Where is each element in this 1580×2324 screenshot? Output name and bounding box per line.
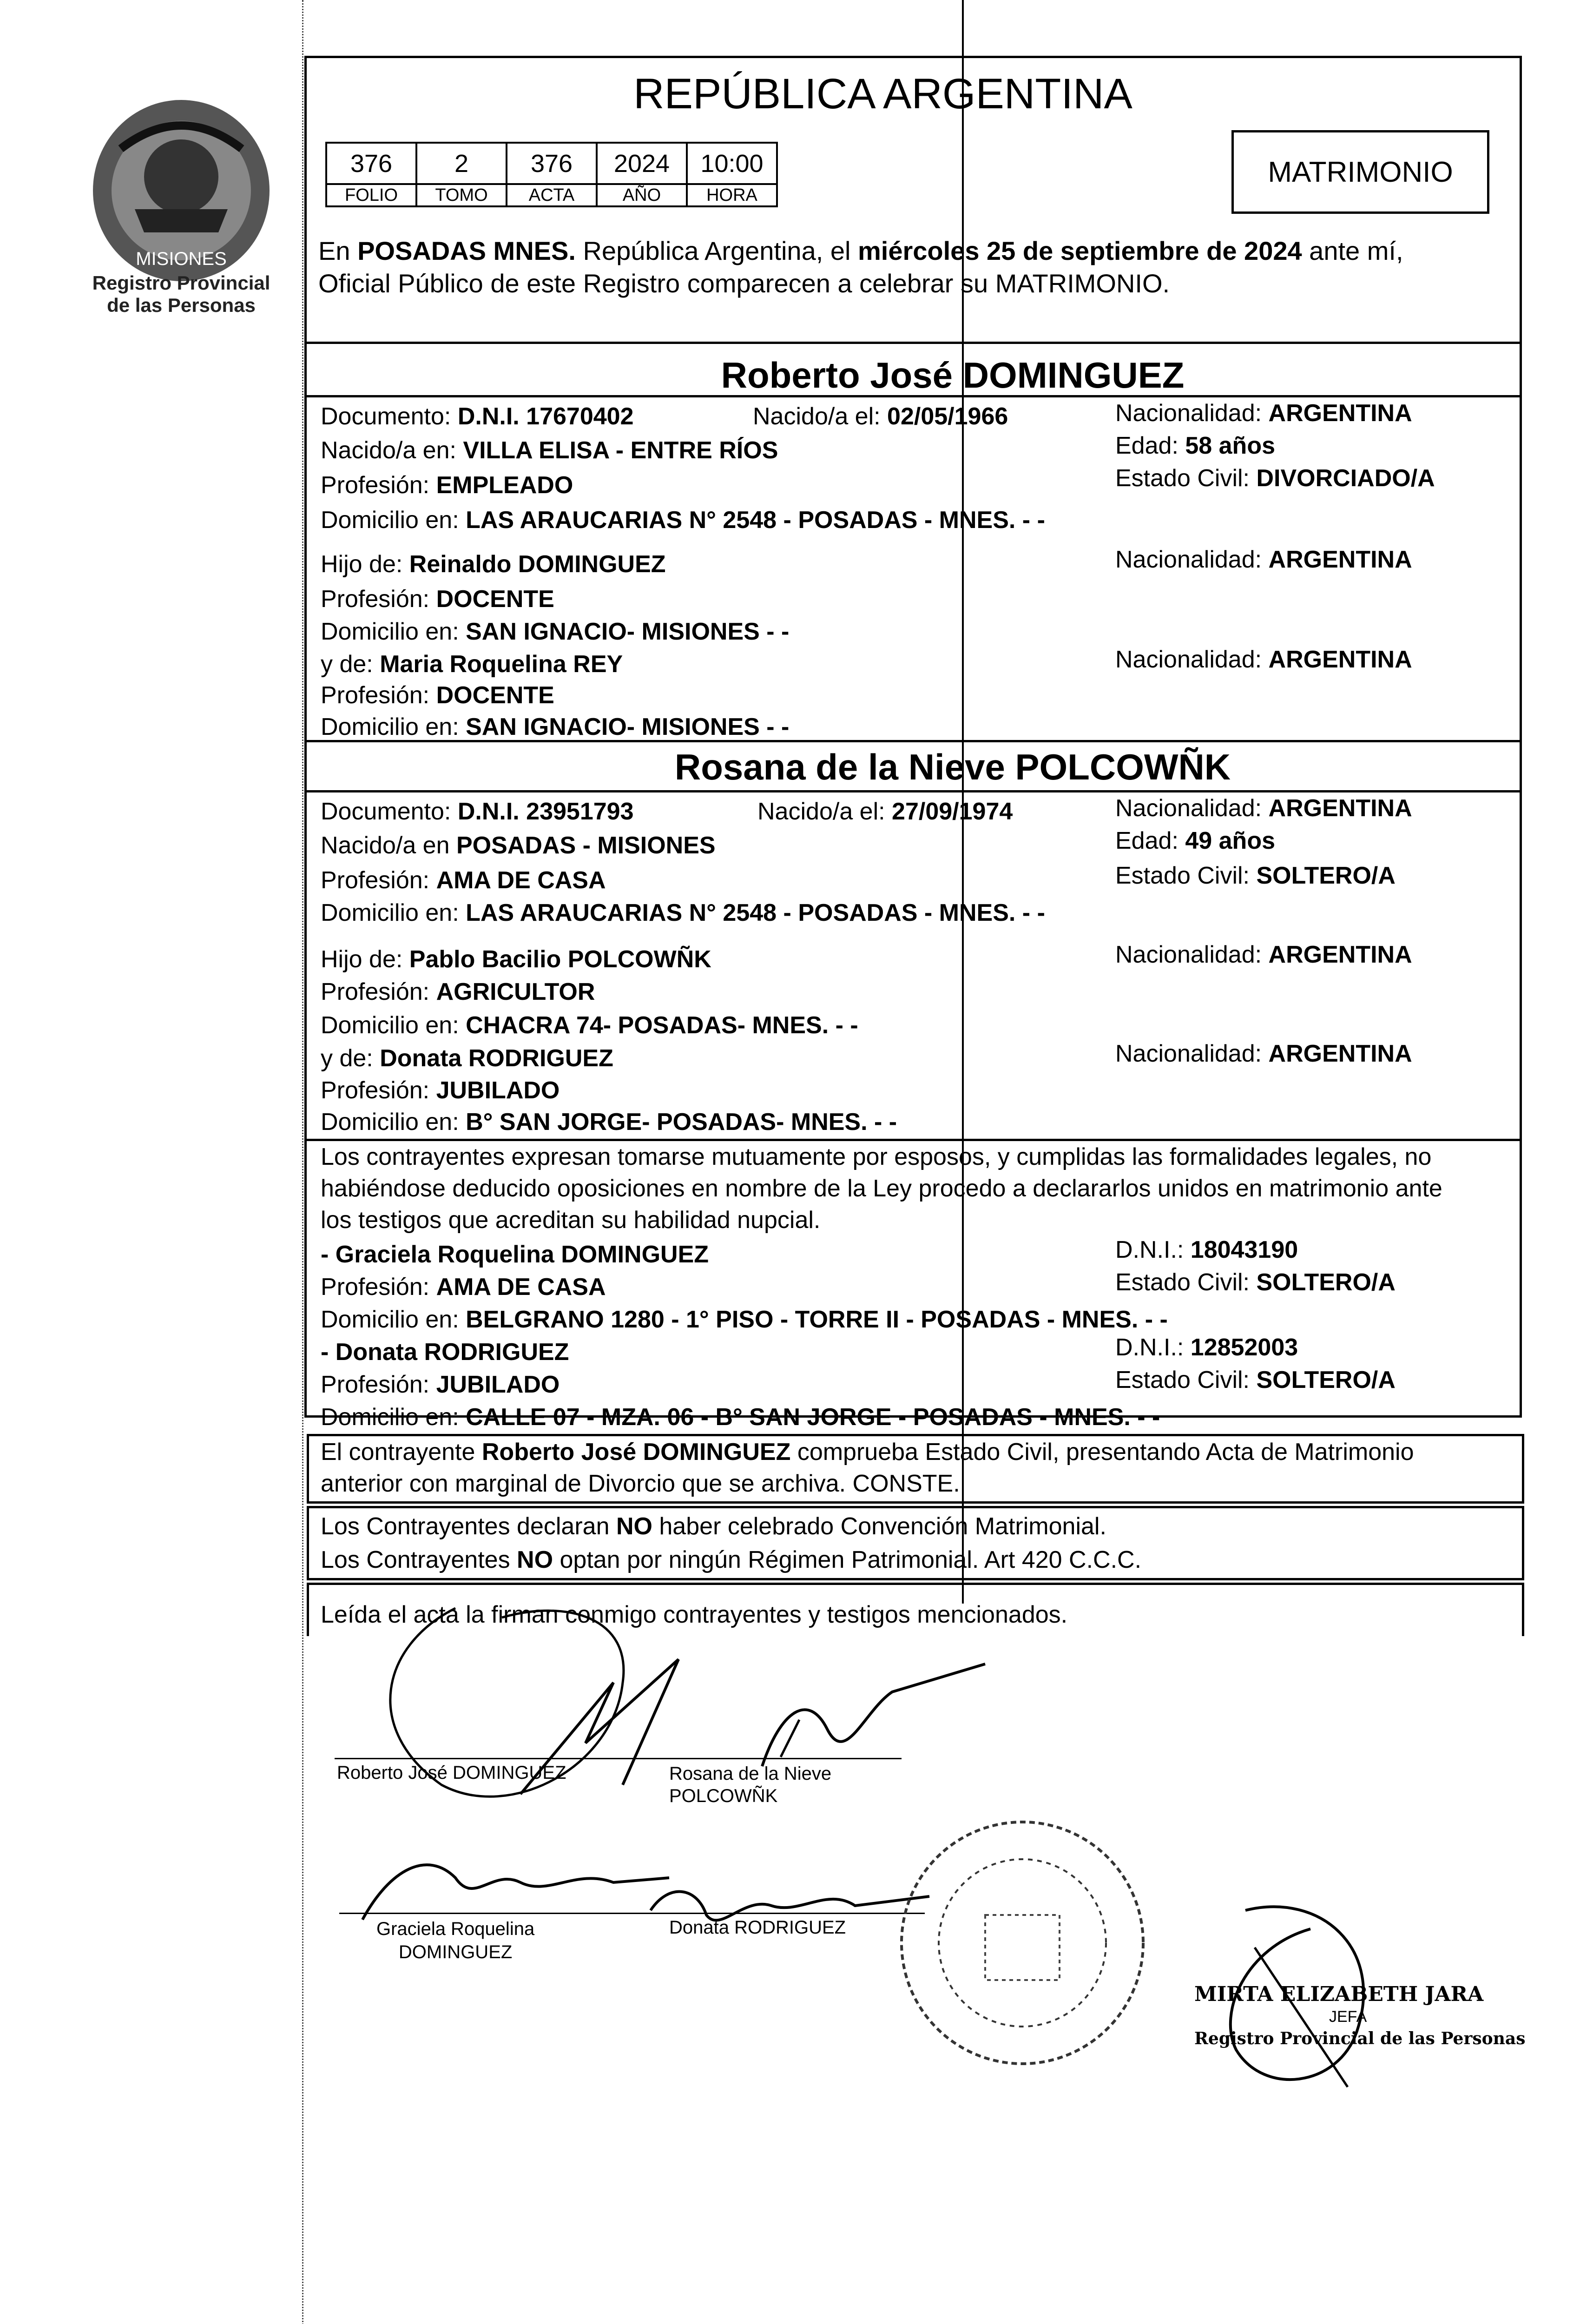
groom-mother-address [321, 711, 789, 743]
value: JUBILADO [436, 1371, 560, 1398]
logo-caption-line2: de las Personas [107, 294, 256, 316]
bride-nationality [1115, 792, 1412, 824]
groom-document [321, 401, 634, 432]
divider [307, 342, 1520, 344]
intro-date: miércoles 25 de septiembre de 2024 [857, 236, 1302, 265]
signature-line [335, 1758, 902, 1759]
groom-birthplace [321, 435, 778, 466]
label: Domicilio en: [321, 1404, 466, 1431]
bride-profession [321, 865, 606, 896]
groom-birthdate [753, 401, 1008, 432]
bride-document [321, 796, 634, 827]
caption-line: DOMINGUEZ [398, 1942, 513, 1962]
value: VILLA ELISA - ENTRE RÍOS [463, 437, 778, 464]
tomo-value: 2 [416, 143, 507, 184]
caption-line: Rosana de la Nieve [669, 1763, 832, 1784]
label: Nacionalidad: [1115, 400, 1269, 427]
label: Profesión: [321, 978, 436, 1005]
witness1-name [321, 1239, 709, 1270]
label: Documento: [321, 798, 458, 825]
groom-age [1115, 430, 1275, 462]
value: ARGENTINA [1268, 795, 1412, 822]
witness2-dni [1115, 1332, 1298, 1363]
value: Maria Roquelina REY [380, 651, 623, 678]
value: AGRICULTOR [436, 978, 595, 1005]
value: ARGENTINA [1268, 941, 1412, 968]
caption-line: POLCOWÑK [669, 1786, 778, 1806]
svg-text:MISIONES: MISIONES [136, 249, 227, 269]
value: LAS ARAUCARIAS N° 2548 - POSADAS - MNES. - - [466, 507, 1045, 534]
label: Nacionalidad: [1115, 546, 1269, 573]
bride-mother-address [321, 1106, 897, 1138]
value: ARGENTINA [1268, 646, 1412, 673]
bride-signature-caption [669, 1763, 831, 1807]
label: Nacionalidad: [1115, 1040, 1269, 1067]
value: SOLTERO/A [1256, 1269, 1396, 1296]
groom-mother [321, 648, 623, 680]
label: Profesión: [321, 472, 436, 499]
value: EMPLEADO [436, 472, 573, 499]
value: - Donata RODRIGUEZ [321, 1339, 569, 1366]
intro-text: ante mí, [1302, 236, 1403, 265]
logo-caption-line1: Registro Provincial [92, 272, 270, 294]
regime-statement [321, 1544, 1141, 1576]
ano-label: AÑO [597, 184, 687, 206]
groom-father-address [321, 616, 789, 647]
value: SOLTERO/A [1256, 862, 1396, 889]
label: Profesión: [321, 1274, 436, 1301]
caption-line: Graciela Roquelina [376, 1919, 535, 1939]
value: AMA DE CASA [436, 1274, 606, 1301]
bride-mother-profession [321, 1075, 560, 1106]
official-office: Registro Provincial de las Personas [1194, 2029, 1526, 2048]
label: Estado Civil: [1115, 1269, 1257, 1296]
text: Los Contrayentes [321, 1546, 517, 1573]
value: ARGENTINA [1268, 1040, 1412, 1067]
bride-father-nationality [1115, 939, 1412, 971]
value: SOLTERO/A [1256, 1367, 1396, 1393]
value: Reinaldo DOMINGUEZ [409, 551, 666, 578]
label: Profesión: [321, 1077, 436, 1104]
groom-father [321, 548, 666, 580]
value: BELGRANO 1280 - 1° PISO - TORRE II - POSADAS - MNES. - - [466, 1306, 1168, 1333]
label: y de: [321, 1045, 380, 1072]
label: Domicilio en: [321, 899, 466, 926]
label: D.N.I.: [1115, 1236, 1191, 1263]
groom-father-nationality [1115, 544, 1412, 575]
text: Los Contrayentes declaran [321, 1513, 616, 1540]
left-margin-line [302, 0, 303, 2324]
tomo-label: TOMO [416, 184, 507, 206]
declaration-line-1: Los contrayentes expresan tomarse mutuamente por esposos, y cumplidas las formalidades legales, no [321, 1143, 1432, 1170]
bride-father-profession [321, 976, 595, 1008]
groom-signature-caption: Roberto José DOMINGUEZ [337, 1763, 566, 1783]
value: B° SAN JORGE- POSADAS- MNES. - - [466, 1109, 897, 1136]
label: Profesión: [321, 586, 436, 613]
value: 58 años [1185, 432, 1275, 459]
witness1-dni [1115, 1234, 1298, 1266]
signature-line [339, 1913, 925, 1914]
value: - Graciela Roquelina DOMINGUEZ [321, 1241, 709, 1268]
official-role: JEFA [1329, 2008, 1367, 2026]
bride-name: Rosana de la Nieve POLCOWÑK [674, 746, 1231, 787]
value: DOCENTE [436, 682, 554, 709]
folio-value: 376 [326, 143, 416, 184]
acta-label: ACTA [507, 184, 597, 206]
divider [307, 740, 1520, 742]
bride-birthplace [321, 830, 716, 861]
text: optan por ningún Régimen Patrimonial. Art 420 C.C.C. [553, 1546, 1142, 1573]
value: POSADAS - MISIONES [456, 832, 716, 859]
intro-place: POSADAS MNES. [357, 236, 576, 265]
bride-civil-status [1115, 860, 1396, 891]
label: Domicilio en: [321, 1012, 466, 1039]
label: Hijo de: [321, 551, 409, 578]
intro-line-1 [318, 235, 1513, 267]
label: Nacido/a en [321, 832, 456, 859]
groom-father-profession [321, 583, 554, 615]
witness2-profession [321, 1369, 560, 1400]
label: Nacionalidad: [1115, 646, 1269, 673]
closing-statement: Leída el acta la firman conmigo contrayentes y testigos mencionados. [321, 1601, 1068, 1628]
value: Roberto José DOMINGUEZ [481, 1439, 791, 1466]
witness2-civil-status [1115, 1364, 1396, 1396]
intro-line-2: Oficial Público de este Registro comparecen a celebrar su MATRIMONIO. [318, 269, 1170, 298]
witness2-name [321, 1336, 569, 1368]
note [321, 1436, 1414, 1499]
bride-address [321, 897, 1045, 929]
bride-age [1115, 825, 1275, 857]
label: Profesión: [321, 1371, 436, 1398]
value: D.N.I. 17670402 [457, 403, 634, 430]
convention-statement [321, 1511, 1106, 1542]
bride-father [321, 944, 711, 975]
label: Domicilio en: [321, 507, 466, 534]
value: NO [517, 1546, 553, 1573]
label: Hijo de: [321, 946, 409, 973]
value: NO [616, 1513, 652, 1540]
ano-value: 2024 [597, 143, 687, 184]
witness1-civil-status [1115, 1267, 1396, 1298]
value: LAS ARAUCARIAS N° 2548 - POSADAS - MNES. - - [466, 899, 1045, 926]
acta-fields-table [325, 142, 778, 207]
label: Edad: [1115, 432, 1185, 459]
label: Domicilio en: [321, 1109, 466, 1136]
bride-birthdate [757, 796, 1013, 827]
note-line-2: anterior con marginal de Divorcio que se archiva. CONSTE. [321, 1470, 960, 1497]
intro-text: En [318, 236, 358, 265]
groom-name: Roberto José DOMINGUEZ [721, 355, 1185, 396]
witness2-address [321, 1401, 1160, 1433]
groom-nationality [1115, 397, 1412, 429]
witness1-profession [321, 1271, 606, 1303]
hora-label: HORA [687, 184, 777, 206]
witness1-address [321, 1304, 1168, 1335]
hora-value: 10:00 [687, 143, 777, 184]
intro-text: República Argentina, el [575, 236, 858, 265]
witness2-signature-caption: Donata RODRIGUEZ [669, 1917, 846, 1938]
registry-logo [84, 93, 279, 288]
value: 49 años [1185, 827, 1275, 854]
bride-mother [321, 1043, 613, 1074]
declaration-line-2: habiéndose deducido oposiciones en nombre de la Ley procedo a declararlos unidos en matrimonio ante [321, 1175, 1442, 1202]
act-type-box: MATRIMONIO [1231, 130, 1489, 214]
value: ARGENTINA [1268, 400, 1412, 427]
label: Profesión: [321, 682, 436, 709]
groom-profession [321, 469, 573, 501]
witness1-signature-caption [376, 1917, 534, 1964]
label: Domicilio en: [321, 713, 466, 740]
label: Nacido/a en: [321, 437, 463, 464]
value: AMA DE CASA [436, 867, 606, 894]
value: CHACRA 74- POSADAS- MNES. - - [466, 1012, 858, 1039]
value: CALLE 07 - MZA. 06 - B° SAN JORGE - POSADAS - MNES. - - [466, 1404, 1160, 1431]
official-seal-icon [892, 1813, 1152, 2073]
label: Nacionalidad: [1115, 941, 1269, 968]
label: Domicilio en: [321, 1306, 466, 1333]
value: JUBILADO [436, 1077, 560, 1104]
text: comprueba Estado Civil, presentando Acta de Matrimonio [790, 1439, 1414, 1466]
folio-label: FOLIO [326, 184, 416, 206]
bride-father-address [321, 1010, 858, 1041]
label: Estado Civil: [1115, 862, 1257, 889]
intro-paragraph [318, 235, 1513, 300]
label: Estado Civil: [1115, 465, 1257, 492]
groom-civil-status [1115, 462, 1435, 494]
note-line-1 [321, 1436, 1414, 1468]
text: haber celebrado Convención Matrimonial. [652, 1513, 1106, 1540]
label: Nacido/a el: [753, 403, 888, 430]
value: DOCENTE [436, 586, 554, 613]
declaration [321, 1141, 1520, 1236]
value: 27/09/1974 [892, 798, 1013, 825]
declaration-line-3: los testigos que acreditan su habilidad nupcial. [321, 1207, 821, 1234]
value: 18043190 [1190, 1236, 1298, 1263]
value: ARGENTINA [1268, 546, 1412, 573]
text: El contrayente [321, 1439, 482, 1466]
value: 12852003 [1190, 1334, 1298, 1361]
groom-mother-nationality [1115, 644, 1412, 675]
value: Pablo Bacilio POLCOWÑK [409, 946, 711, 973]
label: Estado Civil: [1115, 1367, 1257, 1393]
bride-mother-nationality [1115, 1038, 1412, 1070]
official-name: MIRTA ELIZABETH JARA [1194, 1982, 1484, 2006]
value: Donata RODRIGUEZ [380, 1045, 613, 1072]
registry-logo-caption [70, 272, 293, 317]
label: D.N.I.: [1115, 1334, 1191, 1361]
value: 02/05/1966 [887, 403, 1008, 430]
label: Documento: [321, 403, 458, 430]
value: D.N.I. 23951793 [457, 798, 634, 825]
groom-mother-profession [321, 680, 554, 711]
value: SAN IGNACIO- MISIONES - - [466, 618, 790, 645]
value: SAN IGNACIO- MISIONES - - [466, 713, 790, 740]
label: Nacionalidad: [1115, 795, 1269, 822]
document-title: REPÚBLICA ARGENTINA [633, 70, 1132, 118]
label: Domicilio en: [321, 618, 466, 645]
groom-address [321, 504, 1045, 536]
acta-value: 376 [507, 143, 597, 184]
label: y de: [321, 651, 380, 678]
label: Nacido/a el: [757, 798, 892, 825]
label: Edad: [1115, 827, 1185, 854]
value: DIVORCIADO/A [1256, 465, 1435, 492]
label: Profesión: [321, 867, 436, 894]
